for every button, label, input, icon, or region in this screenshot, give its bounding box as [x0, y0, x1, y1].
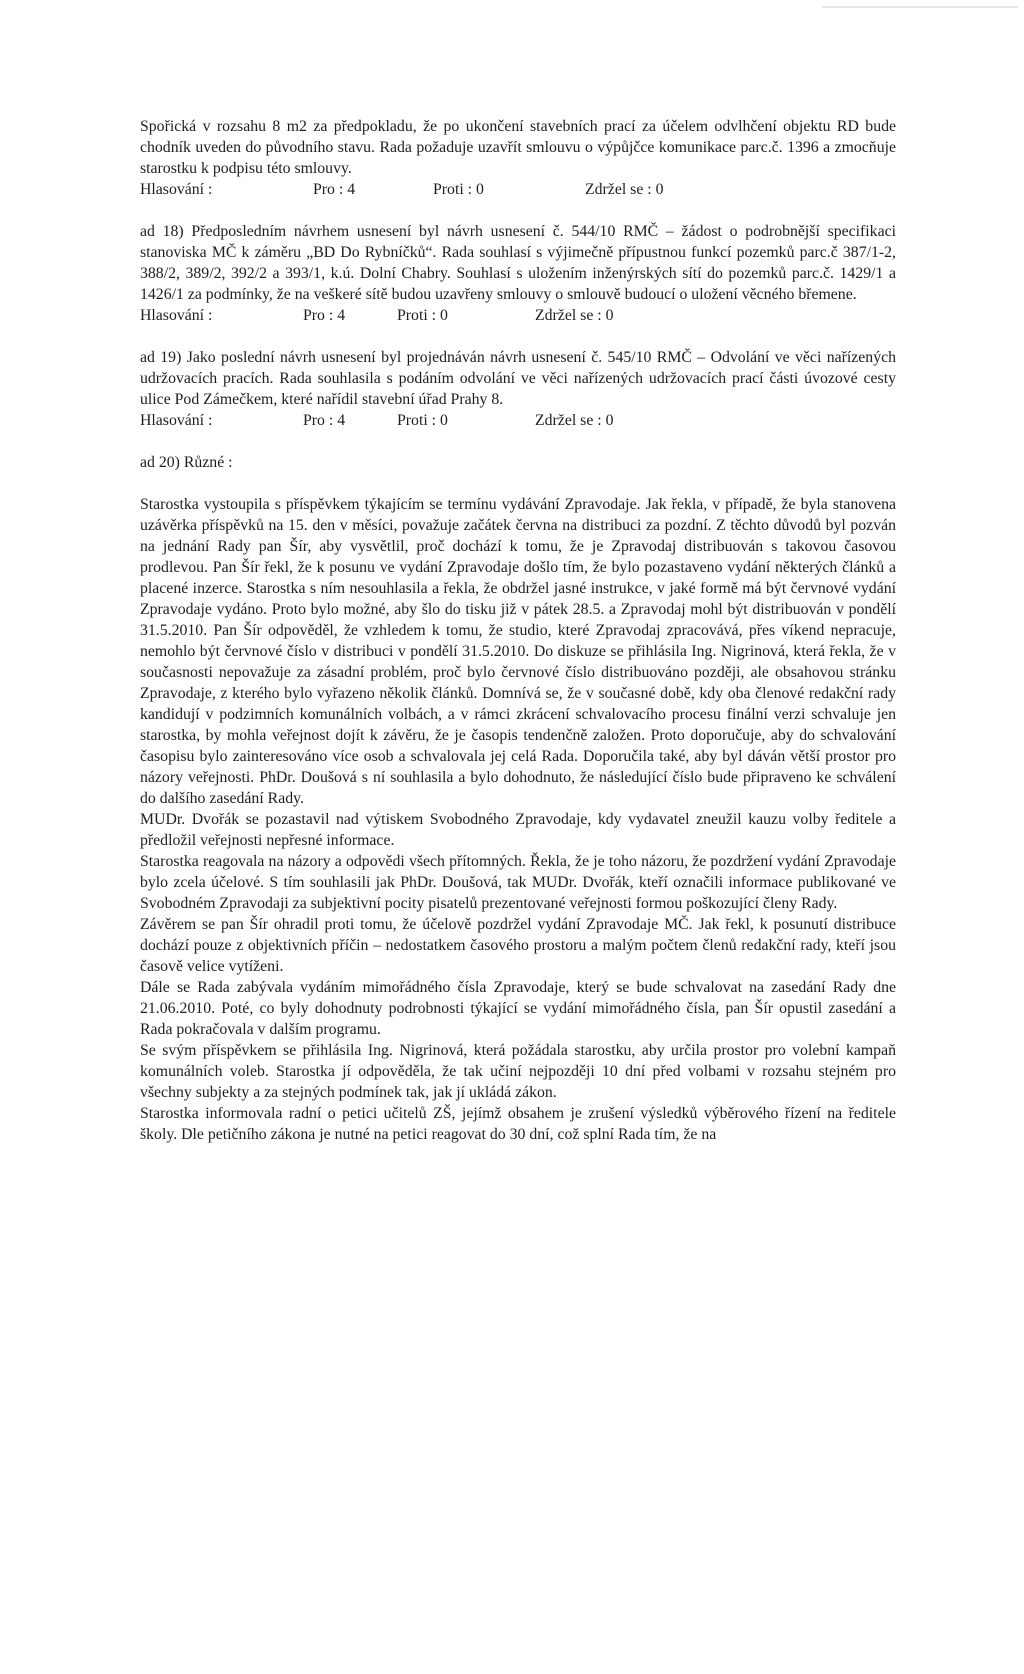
- vote-line: [140, 410, 896, 431]
- vote-label: Hlasování :: [140, 181, 213, 198]
- vote-zdrzel: Zdržel se : 0: [585, 181, 664, 198]
- paragraph: Starostka informovala radní o petici učitelů ZŠ, jejímž obsahem je zrušení výsledků výběrového řízení na ředitele školy. Dle petičního zákona je nutné na petici reagovat do 30 dní, což splní Rada tím, že na: [140, 1105, 896, 1143]
- vote-zdrzel: Zdržel se : 0: [535, 412, 614, 429]
- paragraph: Dále se Rada zabývala vydáním mimořádného čísla Zpravodaje, který se bude schvalovat na zasedání Rady dne 21.06.2010. Poté, co byly dohodnuty podrobnosti týkající se vydání mimořádného čísla, pan Šír opustil zasedání a Rada pokračovala v dalším programu.: [140, 979, 896, 1038]
- paragraph: Závěrem se pan Šír ohradil proti tomu, že účelově pozdržel vydání Zpravodaje MČ. Jak řekl, k posunutí distribuce dochází pouze z objektivních příčin – nedostatkem časového prostoru a malým počtem členů redakční rady, kteří jsou časově velice vytíženi.: [140, 916, 896, 975]
- heading-ad20: ad 20) Různé :: [140, 454, 233, 471]
- document-body: [140, 116, 896, 1145]
- vote-zdrzel: Zdržel se : 0: [535, 307, 614, 324]
- paragraph-ad19: ad 19) Jako poslední návrh usnesení byl projednáván návrh usnesení č. 545/10 RMČ – Odvolání ve věci nařízených udržovacích pracích. Rada souhlasila s podáním odvolání ve věci nařízených udržovacích prací části úvozové cesty ulice Pod Zámečkem, které nařídil stavební úřad Prahy 8.: [140, 349, 896, 408]
- vote-line: [140, 179, 896, 200]
- vote-pro: Pro : 4: [313, 181, 356, 198]
- vote-line: [140, 305, 896, 326]
- paragraph: Starostka vystoupila s příspěvkem týkajícím se termínu vydávání Zpravodaje. Jak řekla, v případě, že byla stanovena uzávěrka příspěvků na 15. den v měsíci, považuje začátek června na distribuci za pozdní. Z těchto důvodů byl pozván na jednání Rady pan Šír, aby vysvětlil, proč dochází k tomu, že je Zpravodaj distribuován s takovou časovou prodlevou. Pan Šír řekl, že k posunu ve vydání Zpravodaje došlo tím, že bylo pozastaveno vydání některých článků a placené inzerce. Starostka s ním nesouhlasila a řekla, že obdržel jasné instrukce, v jaké formě má být červnové vydání Zpravodaje vydáno. Proto bylo možné, aby šlo do tisku již v pátek 28.5. a Zpravodaj mohl být distribuován v pondělí 31.5.2010. Pan Šír odpověděl, že vzhledem k tomu, že studio, které Zpravodaj zpracovává, přes víkend nepracuje, nemohlo být červnové číslo v distribuci v pondělí 31.5.2010. Do diskuze se přihlásila Ing. Nigrinová, která řekla, že v současnosti nepovažuje za zásadní problém, proč bylo červnové číslo distribuováno později, ale obsahovou stránku Zpravodaje, z kterého bylo vyřazeno několik článků. Domnívá se, že v současné době, kdy oba členové redakční rady kandidují v podzimních komunálních volbách, a v rámci zkrácení schvalovacího procesu finální verzi schvaluje jen starostka, by mohla veřejnost dojít k závěru, že je časopis tendenčně založen. Proto doporučuje, aby do schvalování časopisu bylo zainteresováno více osob a schvalovala jej celá Rada. Doporučila také, aby byl dáván větší prostor pro názory veřejnosti. PhDr. Doušová s ní souhlasila a bylo dohodnuto, že následující číslo bude připraveno ke schválení do dalšího zasedání Rady.: [140, 496, 896, 807]
- paragraph-ad18: ad 18) Předposledním návrhem usnesení byl návrh usnesení č. 544/10 RMČ – žádost o podrobnější specifikaci stanoviska MČ k záměru „BD Do Rybníčků“. Rada souhlasí s výjimečně přípustnou funkcí pozemků parc.č 387/1-2, 388/2, 389/2, 392/2 a 393/1, k.ú. Dolní Chabry. Souhlasí s uložením inženýrských sítí do pozemků parc.č. 1429/1 a 1426/1 za podmínky, že na veškeré sítě budou uzavřeny smlouvy o smlouvě budoucí o uložení věcného břemene.: [140, 223, 896, 303]
- vote-label: Hlasování :: [140, 307, 213, 324]
- paragraph: Se svým příspěvkem se přihlásila Ing. Nigrinová, která požádala starostku, aby určila prostor pro volební kampaň komunálních voleb. Starostka jí odpověděla, že tak učiní nejpozději 10 dní před volbami v rozsahu stejném pro všechny subjekty a za stejných podmínek tak, jak jí ukládá zákon.: [140, 1042, 896, 1101]
- paragraph: Starostka reagovala na názory a odpovědi všech přítomných. Řekla, že je toho názoru, že pozdržení vydání Zpravodaje bylo zcela účelové. S tím souhlasili jak PhDr. Doušová, tak MUDr. Dvořák, kteří označili informace publikované ve Svobodném Zpravodaji za subjektivní pocity pisatelů prezentované veřejnosti formou poškozující členy Rady.: [140, 853, 896, 912]
- vote-proti: Proti : 0: [397, 412, 448, 429]
- paragraph: MUDr. Dvořák se pozastavil nad výtiskem Svobodného Zpravodaje, kdy vydavatel zneužil kauzu volby ředitele a předložil veřejnosti nepřesné informace.: [140, 811, 896, 849]
- vote-pro: Pro : 4: [303, 307, 346, 324]
- vote-pro: Pro : 4: [303, 412, 346, 429]
- vote-proti: Proti : 0: [433, 181, 484, 198]
- vote-proti: Proti : 0: [397, 307, 448, 324]
- vote-label: Hlasování :: [140, 412, 213, 429]
- scan-edge-mark: [822, 6, 1018, 8]
- paragraph-intro: Spořická v rozsahu 8 m2 za předpokladu, že po ukončení stavebních prací za účelem odvlhčení objektu RD bude chodník uveden do původního stavu. Rada požaduje uzavřít smlouvu o výpůjčce komunikace parc.č. 1396 a zmocňuje starostku k podpisu této smlouvy.: [140, 118, 896, 177]
